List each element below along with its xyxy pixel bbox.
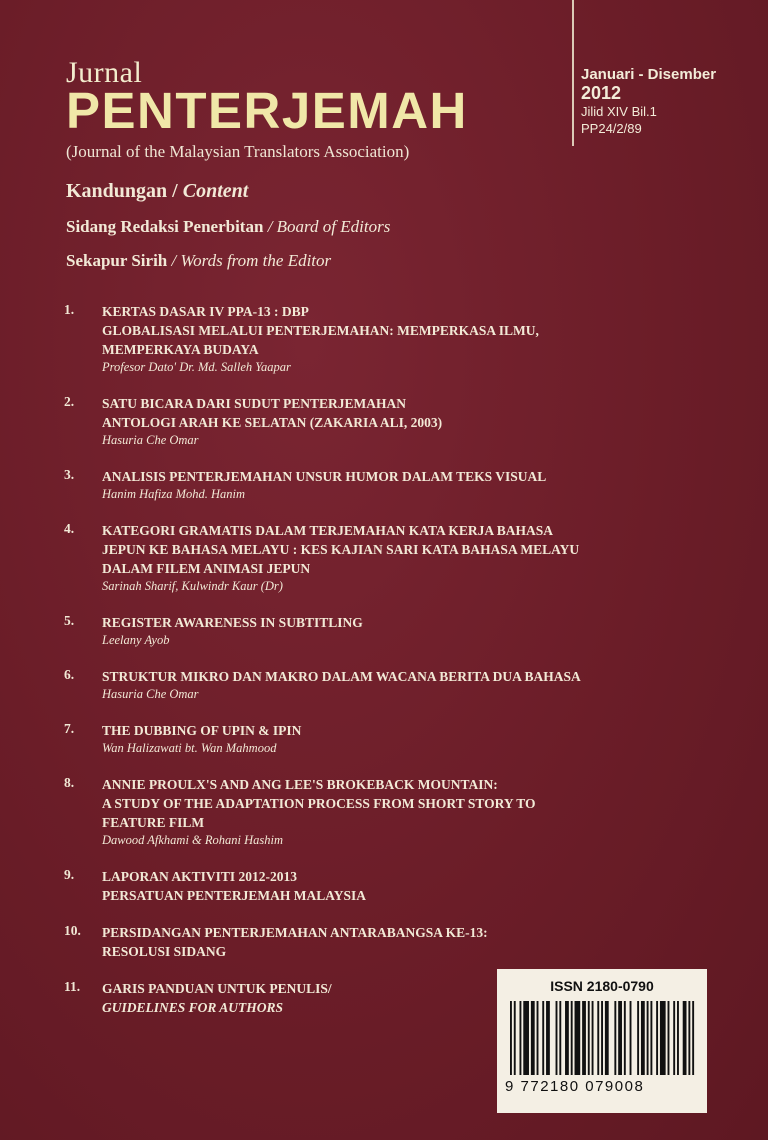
toc-item <box>64 613 704 649</box>
toc-author: Leelany Ayob <box>102 633 170 647</box>
toc-item <box>64 721 704 757</box>
issue-info <box>581 66 761 137</box>
barcode-bar <box>641 1001 645 1075</box>
barcode-bar <box>683 1001 687 1075</box>
barcode-bar <box>614 1001 616 1075</box>
barcode-bar <box>582 1001 586 1075</box>
contents-headings <box>66 180 706 271</box>
barcode-bar <box>624 1001 626 1075</box>
barcode-bar <box>618 1001 622 1075</box>
toc-number: 7. <box>64 721 75 736</box>
toc-author: Hasuria Che Omar <box>102 687 199 701</box>
issn-label: ISSN 2180-0790 <box>550 978 654 994</box>
barcode-bar <box>656 1001 658 1075</box>
toc-item <box>64 521 704 595</box>
toc-author: Hanim Hafiza Mohd. Hanim <box>102 487 246 501</box>
toc-item <box>64 775 704 849</box>
toc-list <box>64 302 704 1035</box>
barcode-bar <box>677 1001 679 1075</box>
barcode-bar <box>565 1001 569 1075</box>
toc-title: STRUKTUR MIKRO DAN MAKRO DALAM WACANA BERITA DUA BAHASA <box>102 669 581 684</box>
heading-editors-en: Board of Editors <box>276 217 391 236</box>
issue-ref: PP24/2/89 <box>581 121 642 136</box>
toc-title: LAPORAN AKTIVITI 2012-2013 PERSATUAN PENTERJEMAH MALAYSIA <box>102 869 367 903</box>
barcode-bar <box>556 1001 558 1075</box>
barcode-bar <box>605 1001 609 1075</box>
heading-foreword-sep: / <box>167 251 181 270</box>
barcode-bar <box>559 1001 561 1075</box>
toc-title: SATU BICARA DARI SUDUT PENTERJEMAHAN ANTOLOGI ARAH KE SELATAN (ZAKARIA ALI, 2003) <box>102 396 443 430</box>
barcode-bar <box>542 1001 544 1075</box>
toc-title: REGISTER AWARENESS IN SUBTITLING <box>102 615 363 630</box>
masthead <box>66 58 468 162</box>
toc-item <box>64 867 704 905</box>
barcode-bar <box>688 1001 690 1075</box>
barcode-bar <box>519 1001 521 1075</box>
barcode-bar <box>571 1001 573 1075</box>
toc-item <box>64 467 704 503</box>
toc-author: Dawood Afkhami & Rohani Hashim <box>102 833 284 847</box>
issn-barcode-box <box>497 969 707 1113</box>
toc-number: 3. <box>64 467 75 482</box>
toc-title: ANALISIS PENTERJEMAHAN UNSUR HUMOR DALAM TEKS VISUAL <box>102 469 547 484</box>
issue-divider <box>572 0 574 146</box>
toc-number: 1. <box>64 302 75 317</box>
heading-content-sep: / <box>167 180 183 202</box>
barcode-bar <box>546 1001 550 1075</box>
heading-foreword-ms: Sekapur Sirih <box>66 251 168 270</box>
toc-author: Wan Halizawati bt. Wan Mahmood <box>102 741 277 755</box>
barcode-bar <box>647 1001 649 1075</box>
toc-item <box>64 667 704 703</box>
toc-number: 2. <box>64 394 75 409</box>
heading-content-en: Content <box>182 180 249 202</box>
barcode-bar <box>660 1001 666 1075</box>
masthead-title: PENTERJEMAH <box>66 82 468 139</box>
barcode-bar <box>650 1001 652 1075</box>
toc-item <box>64 394 704 449</box>
barcode-digits: 9 772180 079008 <box>505 1078 645 1095</box>
heading-editors <box>66 217 706 237</box>
barcode-bar <box>514 1001 516 1075</box>
toc-title: KERTAS DASAR IV PPA-13 : DBP GLOBALISASI MELALUI PENTERJEMAHAN: MEMPERKASA ILMU, MEMPERKAYA BUDAYA <box>102 304 539 357</box>
barcode-bar <box>510 1001 512 1075</box>
heading-content-ms: Kandungan <box>66 180 168 202</box>
heading-foreword <box>66 251 706 271</box>
barcode-bar <box>630 1001 632 1075</box>
heading-editors-sep: / <box>263 217 277 236</box>
toc-number: 8. <box>64 775 75 790</box>
toc-title: ANNIE PROULX'S AND ANG LEE'S BROKEBACK MOUNTAIN: A STUDY OF THE ADAPTATION PROCESS FROM SHORT STORY TO FEATURE FILM <box>102 777 536 830</box>
toc-number: 10. <box>64 923 81 938</box>
barcode-bar <box>673 1001 675 1075</box>
toc-item <box>64 302 704 376</box>
issue-volume: Jilid XIV Bil.1 <box>581 104 657 119</box>
toc-title: GARIS PANDUAN UNTUK PENULIS/ <box>102 981 332 996</box>
toc-number: 11. <box>64 979 81 994</box>
toc-title: KATEGORI GRAMATIS DALAM TERJEMAHAN KATA KERJA BAHASA JEPUN KE BAHASA MELAYU : KES KAJIAN SARI KATA BAHASA MELAYU DALAM FILEM ANIMASI JEPUN <box>102 523 580 576</box>
heading-foreword-en: Words from the Editor <box>180 251 332 270</box>
issue-year: 2012 <box>581 83 622 103</box>
toc-number: 9. <box>64 867 75 882</box>
barcode-bar <box>531 1001 535 1075</box>
barcode-bar <box>537 1001 539 1075</box>
heading-content <box>66 180 706 203</box>
toc-number: 6. <box>64 667 75 682</box>
toc-title-italic: GUIDELINES FOR AUTHORS <box>102 1000 284 1015</box>
barcode-bar <box>592 1001 594 1075</box>
barcode-bar <box>588 1001 590 1075</box>
toc-author: Hasuria Che Omar <box>102 433 199 447</box>
barcode-bar <box>601 1001 603 1075</box>
issue-months: Januari - Disember <box>581 66 717 83</box>
heading-editors-ms: Sidang Redaksi Penerbitan <box>66 217 264 236</box>
toc-title: PERSIDANGAN PENTERJEMAHAN ANTARABANGSA KE-13: RESOLUSI SIDANG <box>102 925 488 959</box>
barcode-bar <box>637 1001 639 1075</box>
toc-title: THE DUBBING OF UPIN & IPIN <box>102 723 302 738</box>
barcode-bar <box>575 1001 581 1075</box>
toc-author: Profesor Dato' Dr. Md. Salleh Yaapar <box>102 360 291 374</box>
barcode-graphic <box>510 1001 696 1075</box>
toc-item <box>64 923 704 961</box>
masthead-subtitle: (Journal of the Malaysian Translators Association) <box>66 142 410 161</box>
barcode-bar <box>692 1001 694 1075</box>
barcode-bar <box>597 1001 599 1075</box>
toc-author: Sarinah Sharif, Kulwindr Kaur (Dr) <box>102 579 283 593</box>
barcode-bar <box>523 1001 529 1075</box>
toc-number: 4. <box>64 521 75 536</box>
masthead-jurnal: Jurnal <box>66 56 143 89</box>
barcode-bar <box>668 1001 670 1075</box>
toc-number: 5. <box>64 613 75 628</box>
